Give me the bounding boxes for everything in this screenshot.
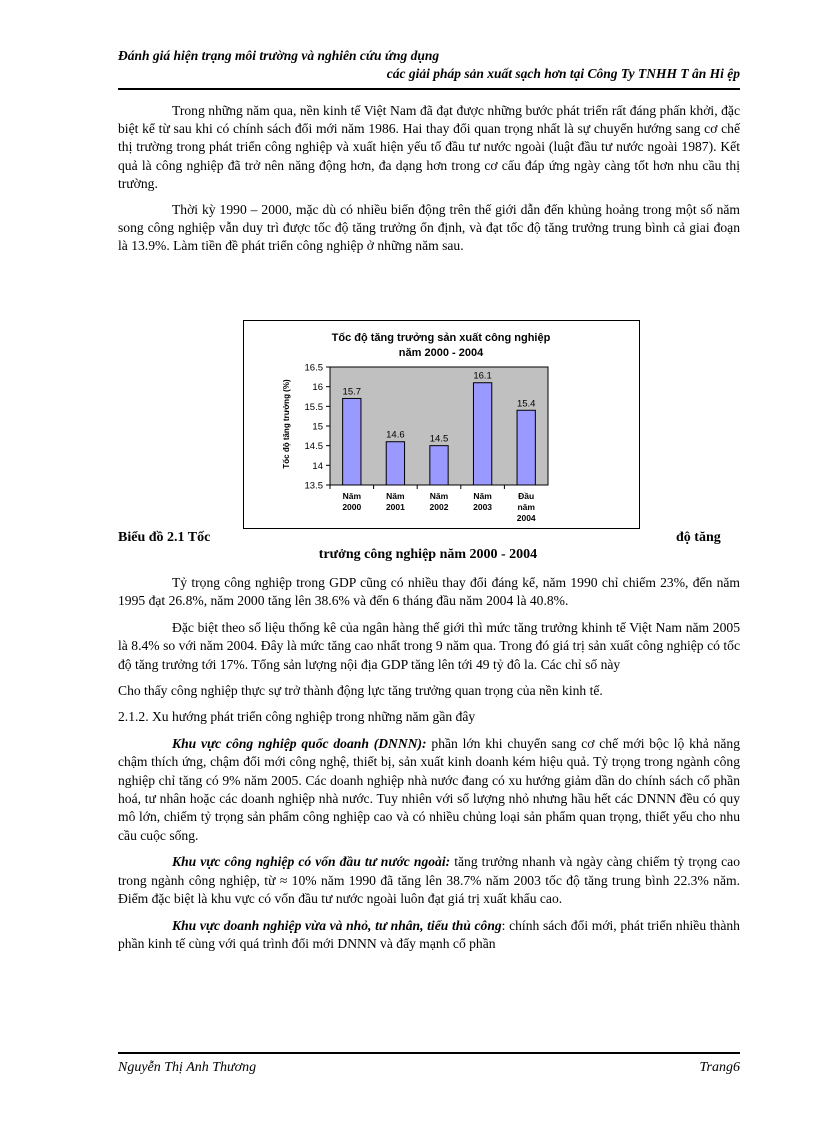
- conclusion-line: Cho thấy công nghiệp thực sự trở thành động lực tăng trưởng quan trọng của nền kinh tế.: [118, 683, 603, 699]
- x-tick-label: 2004: [516, 513, 536, 523]
- x-tick-label: 2001: [385, 502, 405, 512]
- header-rule: [118, 88, 740, 90]
- caption-left: Biểu đồ 2.1 Tốc: [118, 530, 211, 545]
- x-tick-label: Năm: [342, 491, 362, 501]
- sector-paragraph: [118, 853, 740, 908]
- growth-chart: [243, 320, 640, 529]
- y-tick-label: 14.5: [304, 441, 323, 453]
- running-header: [118, 48, 740, 88]
- y-tick-label: 15: [312, 421, 323, 433]
- sector-paragraph: [118, 917, 740, 954]
- bar: [386, 442, 404, 485]
- y-tick-label: 13.5: [304, 480, 323, 492]
- x-tick-label: 2003: [473, 502, 493, 512]
- section-heading: 2.1.2. Xu hướng phát triển công nghiệp trong những năm gần đây: [118, 709, 476, 725]
- footer-page-number: Trang6: [699, 1060, 740, 1075]
- caption-line-2: trưởng công nghiệp năm 2000 - 2004: [318, 547, 538, 562]
- header-line-1: Đánh giá hiện trạng môi trường và nghiên cứu ứng dụng: [118, 48, 440, 63]
- header-line-2: các giải pháp sản xuất sạch hơn tại Công Ty TNHH T ân Hi ệp: [386, 66, 740, 81]
- y-tick-label: 15.5: [304, 401, 323, 413]
- footer-rule: [118, 1052, 740, 1054]
- intro-text: [118, 102, 740, 264]
- x-tick-label: Năm: [386, 491, 405, 501]
- chart-svg: [244, 321, 639, 528]
- chart-title-line-2: năm 2000 - 2004: [398, 347, 484, 359]
- sector-title: Khu vực doanh nghiệp vừa và nhỏ, tư nhân, tiểu thủ công: [172, 917, 502, 933]
- footer-author: Nguyễn Thị Anh Thương: [118, 1060, 257, 1075]
- x-tick-label: Đầu: [518, 491, 535, 501]
- y-tick-label: 16: [312, 382, 323, 394]
- bar-value-label: 14.5: [429, 433, 449, 445]
- paragraph: Thời kỳ 1990 – 2000, mặc dù có nhiều biến động trên thế giới dẫn đến khủng hoảng trong một số năm song công nghiệp vẫn duy trì được tốc độ tăng trưởng ổn định, và đạt tốc độ tăng trưởng trung bình cả giai đoạn là 13.9%. Làm tiền đề phát triển công nghiệp ở những năm sau.: [118, 202, 740, 254]
- sector-title: Khu vực công nghiệp có vốn đầu tư nước ngoài:: [172, 854, 451, 870]
- sector-title: Khu vực công nghiệp quốc doanh (DNNN):: [172, 735, 427, 751]
- bar: [517, 410, 535, 485]
- main-text: [118, 574, 740, 961]
- bar: [430, 446, 448, 485]
- chart-title-line-1: Tốc độ tăng trưởng sản xuất công nghiệp: [331, 332, 551, 344]
- x-tick-label: năm: [517, 502, 535, 512]
- paragraph: Trong những năm qua, nền kinh tế Việt Nam đã đạt được những bước phát triển rất đáng phấn khởi, đặc biệt kể từ sau khi có chính sách đổi mới năm 1986. Hai thay đổi quan trọng nhất là sự chuyển hướng sang cơ chế thị trường trong phát triển công nghiệp và xuất hiện yếu tố đầu tư nước ngoài (luật đầu tư nước ngoài 1987). Kết quả là công nghiệp đã trở nên năng động hơn, đa dạng hơn trong cơ cấu đáp ứng ngày càng tốt hơn nhu cầu thị trường.: [118, 103, 740, 191]
- paragraph: Đặc biệt theo số liệu thống kê của ngân hàng thế giới thì mức tăng trưởng khinh tế Việt Nam năm 2005 là 8.4% so với năm 2004. Đây là mức tăng cao nhất trong 9 năm qua. Trong đó giá trị sản xuất công nghiệp có tốc độ tăng trưởng tới 17%. Tổng sản lượng nội địa GDP tăng lên tới 49 tỷ đô la. Các chỉ số này: [118, 619, 740, 672]
- sector-text: phần lớn khi chuyển sang cơ chế mới bộc lộ khả năng chậm thích ứng, chậm đổi mới công nghệ, thiết bị, sản xuất kinh doanh kém hiệu quả. Tỷ trọng trong ngành công nghiệp chỉ tăng có 9% năm 2005. Các doanh nghiệp nhà nước đang có xu hướng giảm dần do chính sách cổ phần hoá, tư nhân hoặc các doanh nghiệp nhà nước. Tuy nhiên với số lượng nhỏ nhưng hầu hết các DNNN đều có quy mô lớn, chiếm tỷ trọng sản phẩm công nghiệp cao và có nhiều chủng loại sản phẩm quan trọng, thiết yếu cho nhu cầu cuộc sống.: [118, 735, 740, 843]
- caption-right: độ tăng: [676, 530, 721, 545]
- bar: [473, 383, 491, 485]
- bar-value-label: 15.4: [516, 398, 536, 410]
- y-tick-label: 16.5: [304, 362, 323, 374]
- sector-paragraph: [118, 735, 740, 845]
- x-tick-label: Năm: [473, 491, 492, 501]
- bar-value-label: 16.1: [473, 370, 492, 382]
- bar-value-label: 15.7: [342, 386, 362, 398]
- sector-text: tăng trưởng nhanh và ngày càng chiếm tỷ trọng cao trong ngành công nghiệp, từ ≈ 10% năm 1990 đã tăng lên 38.7% năm 2003 tốc độ tăng trung bình 22.3% năm. Điểm đặc biệt là khu vực có vốn đầu tư nước ngoài luôn đạt giá trị xuất khẩu cao.: [118, 854, 741, 907]
- y-tick-label: 14: [312, 460, 323, 472]
- x-tick-label: 2000: [342, 502, 362, 512]
- bar: [343, 398, 361, 485]
- x-tick-label: 2002: [429, 502, 449, 512]
- paragraph: Tỷ trọng công nghiệp trong GDP cũng có nhiều thay đổi đáng kể, năm 1990 chỉ chiếm 23%, đến năm 1995 đạt 26.8%, năm 2000 tăng lên 38.6% và đến 6 tháng đầu năm 2004 là 40.8%.: [118, 575, 740, 609]
- sector-text: : chính sách đổi mới, phát triển nhiều thành phần kinh tế cùng với quá trình đổi mới DNNN và đẩy mạnh cổ phần: [118, 917, 740, 951]
- bar-value-label: 14.6: [386, 429, 405, 441]
- x-tick-label: Năm: [429, 491, 449, 501]
- page-footer: [118, 1060, 740, 1076]
- chart-y-axis-label: Tốc độ tăng trưởng (%): [282, 379, 291, 469]
